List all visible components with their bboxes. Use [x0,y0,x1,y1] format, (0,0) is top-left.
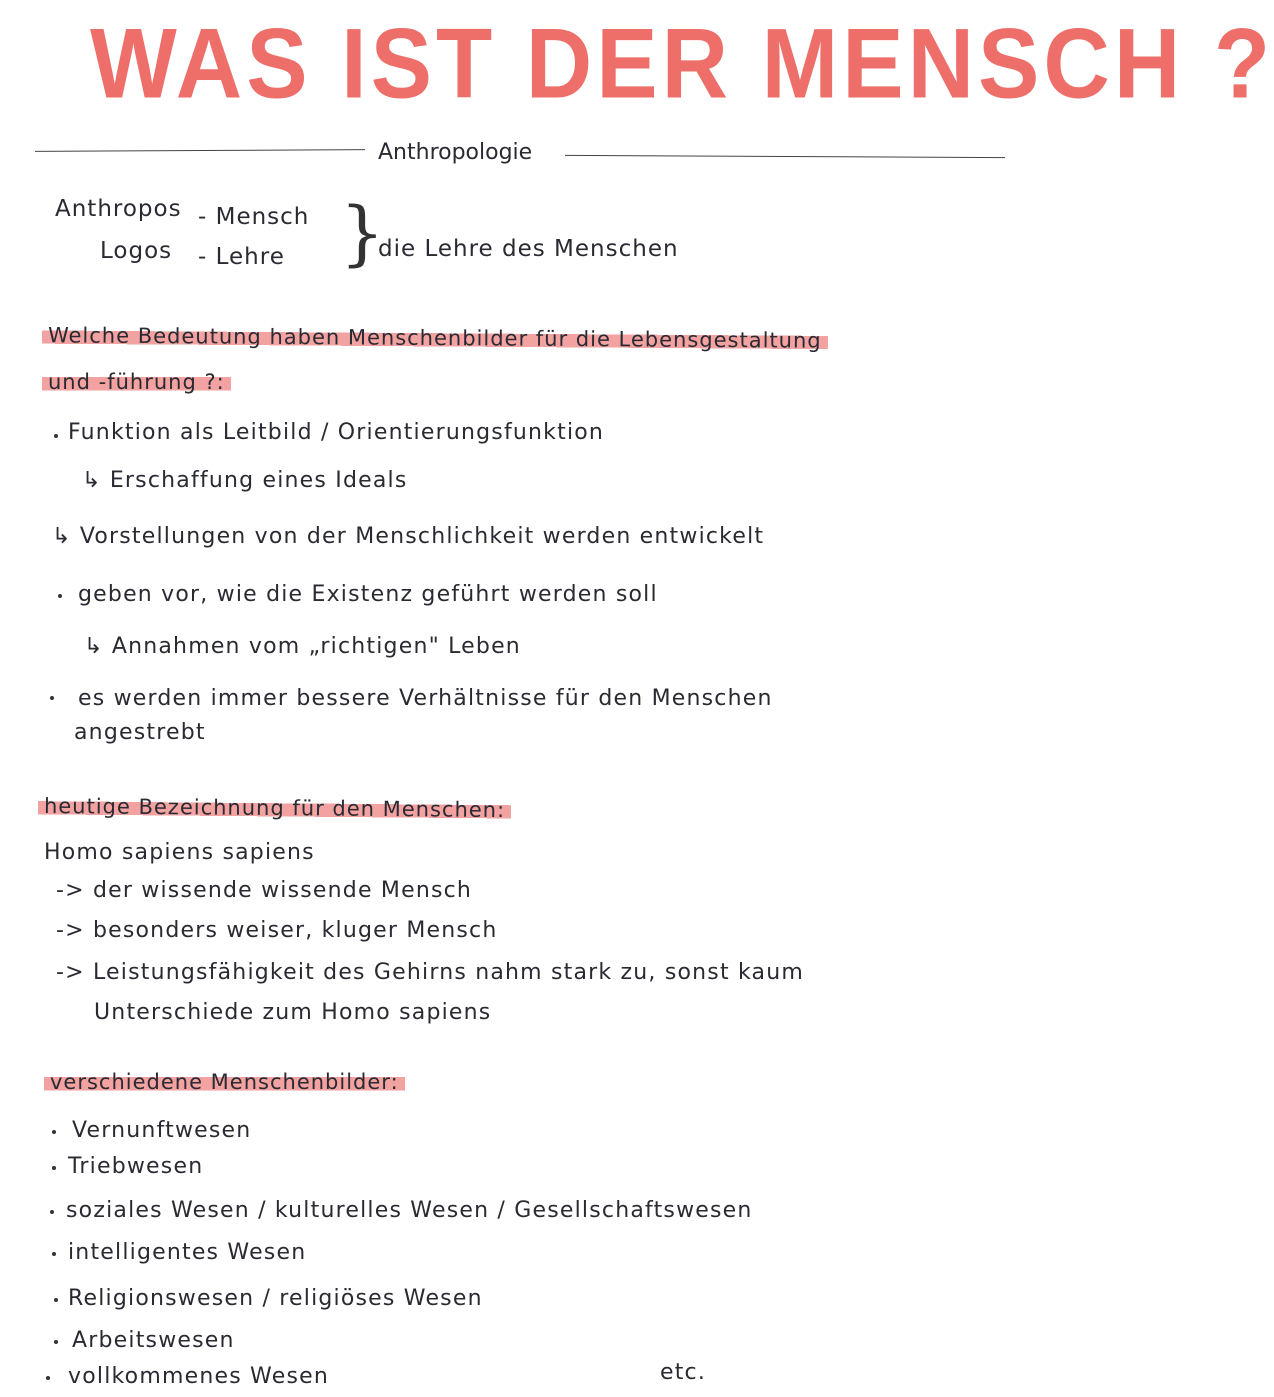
section1-item: ↳ Erschaffung eines Ideals [82,468,408,493]
section3-heading: verschiedene Menschenbilder: [44,1070,405,1094]
section1-heading-line2: und -führung ?: [42,370,231,394]
definition-word-2: Logos [100,238,173,264]
etc-label: etc. [660,1360,707,1385]
section2-item: Homo sapiens sapiens [44,840,315,865]
bullet-icon [50,1210,54,1214]
definition-result: die Lehre des Menschen [378,236,679,262]
section3-item: vollkommenes Wesen [68,1364,329,1389]
section3-item: Arbeitswesen [72,1328,235,1353]
section3-item: soziales Wesen / kulturelles Wesen / Gesellschaftswesen [66,1198,753,1223]
section3-item: Vernunftwesen [72,1118,252,1143]
section1-heading-line1: Welche Bedeutung haben Menschenbilder für die Lebensgestaltung [42,323,828,352]
section2-item: -> Leistungsfähigkeit des Gehirns nahm stark zu, sonst kaum [56,960,804,985]
section1-item: geben vor, wie die Existenz geführt werden soll [78,582,658,607]
bullet-icon [54,434,58,438]
definition-meaning-1: - Mensch [198,204,310,230]
page-title: WAS IST DER MENSCH ? [90,9,1274,120]
bullet-icon [54,1340,58,1344]
section1-item: es werden immer bessere Verhältnisse für den Menschen [78,686,773,711]
section2-heading: heutige Bezeichnung für den Menschen: [38,794,511,822]
bullet-icon [50,696,54,700]
section2-item: -> besonders weiser, kluger Mensch [56,918,498,943]
section3-item: Religionswesen / religiöses Wesen [68,1286,483,1311]
bullet-icon [52,1252,56,1256]
section1-item: ↳ Annahmen vom „richtigen" Leben [84,634,521,659]
bullet-icon [54,1298,58,1302]
section1-item: Funktion als Leitbild / Orientierungsfunktion [68,420,605,445]
definition-meaning-2: - Lehre [198,244,285,270]
section3-item: Triebwesen [68,1154,204,1179]
bullet-icon [58,594,62,598]
bullet-icon [52,1130,56,1134]
subtitle: Anthropologie [378,140,533,165]
bullet-icon [52,1166,56,1170]
section1-item: angestrebt [74,720,206,745]
bullet-icon [46,1376,50,1380]
divider-right [565,155,1005,158]
section2-item: -> der wissende wissende Mensch [56,878,473,903]
brace-icon: } [340,192,385,274]
divider-left [35,149,365,152]
definition-word-1: Anthropos [55,196,182,222]
section3-item: intelligentes Wesen [68,1240,307,1265]
section1-item: ↳ Vorstellungen von der Menschlichkeit werden entwickelt [52,524,765,549]
section2-item: Unterschiede zum Homo sapiens [94,1000,492,1025]
